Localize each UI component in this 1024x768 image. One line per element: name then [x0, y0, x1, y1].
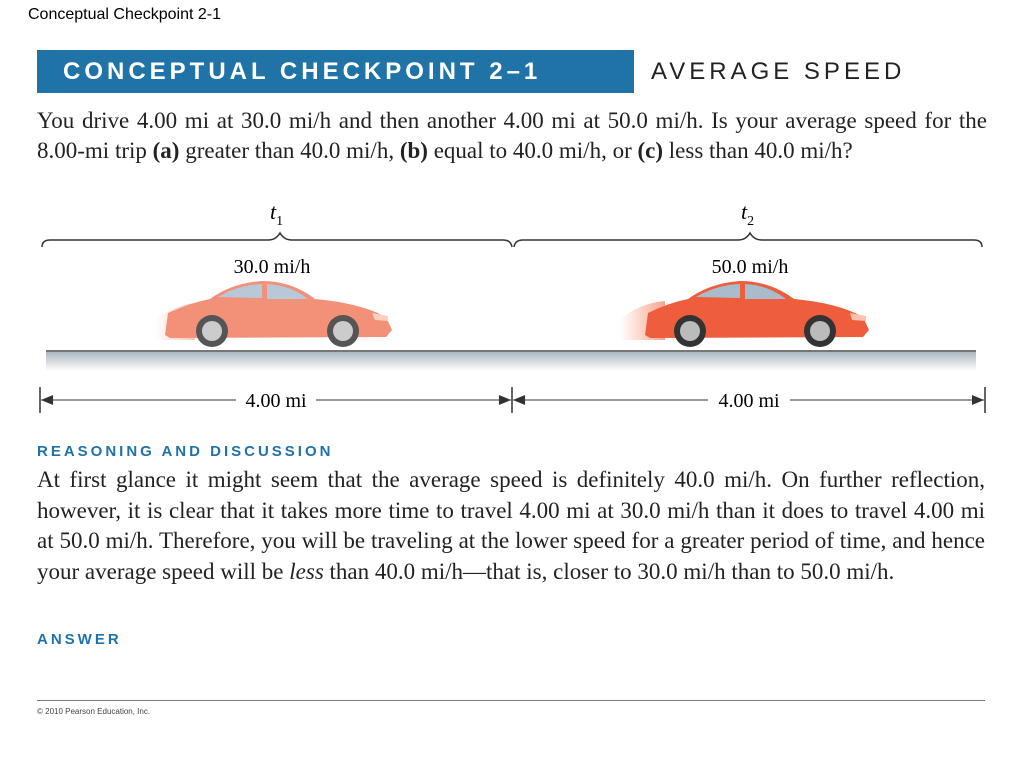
banner-title: CONCEPTUAL CHECKPOINT 2–1 [63, 58, 542, 85]
question-text [37, 106, 987, 166]
question-part-3: equal to 40.0 mi/h, or [427, 138, 638, 163]
brace-left [42, 233, 512, 247]
arrowhead-right-end [972, 395, 984, 405]
answer-heading: ANSWER [37, 631, 122, 648]
question-part-4: less than 40.0 mi/h? [663, 138, 853, 163]
option-c-label: (c) [637, 138, 664, 163]
brace-right [514, 233, 982, 247]
speed-label-left: 30.0 mi/h [233, 256, 311, 278]
checkpoint-banner [37, 50, 634, 93]
reasoning-part-1: At first glance it might seem that the average speed is definitely 40.0 mi/h. On further reflection, however, it is clear that it takes more time to travel 4.00 mi at 30.0 mi/h than it does to travel 4.00 mi at 50.0 mi/h. Therefore, you will be traveling at the lower speed for a greater period of time, and hence your average speed will be [37, 467, 985, 584]
reasoning-emphasis: less [289, 558, 324, 584]
reasoning-part-2: than 40.0 mi/h—that is, closer to 30.0 mi/h than to 50.0 mi/h. [323, 558, 895, 584]
slide-title: Conceptual Checkpoint 2-1 [28, 6, 222, 23]
trip-diagram [0, 195, 1024, 425]
car-right [620, 281, 869, 347]
footer-divider [37, 700, 985, 701]
road-shadow [46, 351, 976, 371]
time-label-t2: $t_2$ [741, 199, 755, 229]
option-a-label: (a) [152, 138, 180, 163]
copyright-text: © 2010 Pearson Education, Inc. [37, 707, 151, 716]
arrowhead-left-start [41, 395, 53, 405]
question-part-1: You drive 4.00 mi at 30.0 mi/h and then another 4.00 mi at 50.0 mi/h. Is your average speed for the 8.00-mi trip [37, 108, 987, 163]
question-part-2: greater than 40.0 mi/h, [179, 138, 400, 163]
distance-label-right: 4.00 mi [718, 390, 780, 412]
speed-label-right: 50.0 mi/h [711, 256, 789, 278]
distance-label-left: 4.00 mi [245, 390, 307, 412]
option-b-label: (b) [399, 138, 428, 163]
arrowhead-right-start [513, 395, 525, 405]
reasoning-text [37, 465, 985, 587]
car-left [155, 281, 392, 347]
time-label-t1: $t_1$ [270, 199, 284, 229]
arrowhead-left-end [499, 395, 511, 405]
checkpoint-subtitle: AVERAGE SPEED [651, 58, 906, 85]
reasoning-heading: REASONING AND DISCUSSION [37, 443, 334, 460]
